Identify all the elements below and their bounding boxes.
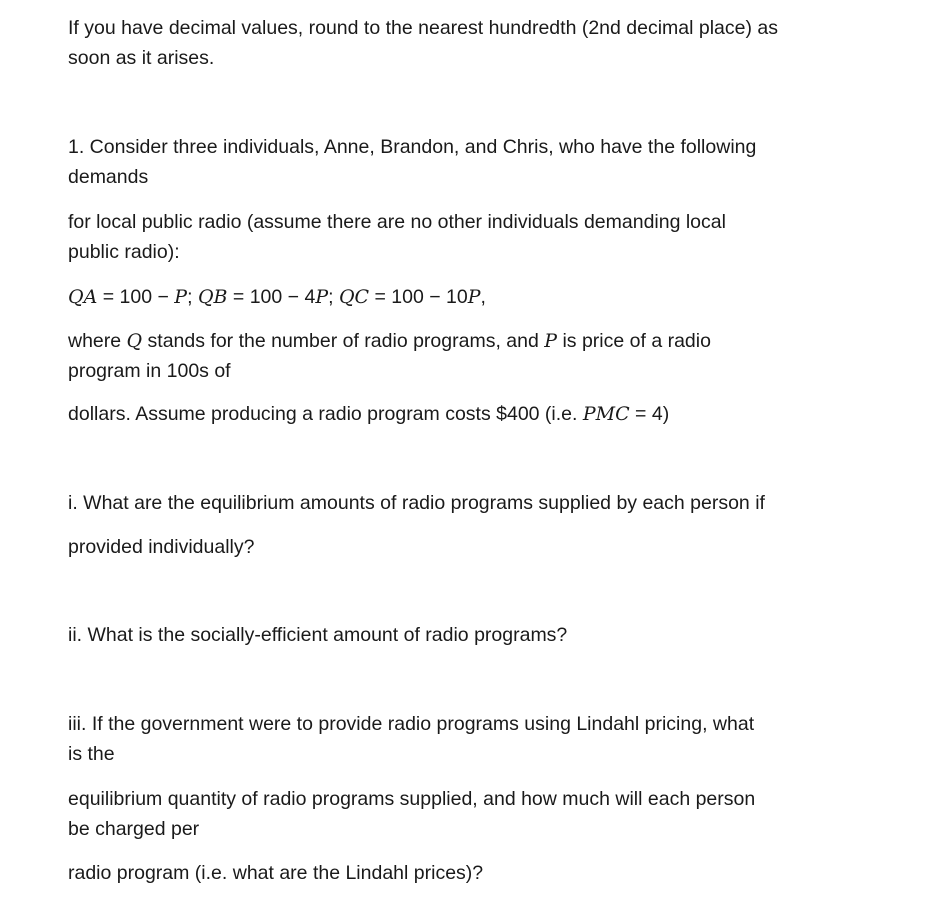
where-line-2: program in 100s of [68,360,231,382]
instruction-line-2: soon as it arises. [68,47,215,69]
cost-pre: dollars. Assume producing a radio program costs $400 (i.e. [68,403,583,425]
part-i-line-1: i. What are the equilibrium amounts of radio programs supplied by each person if [68,492,765,514]
where-q-symbol: Q [126,330,143,352]
eq-qa-price: P [174,286,188,308]
demand-equations [68,282,486,312]
eq-separator-1: ; [187,286,198,308]
eq-qc-symbol: QC [338,286,370,308]
where-pre: where [68,330,127,352]
where-post: is price of a radio [557,330,711,352]
eq-qa-symbol: QA [68,286,98,308]
part-iii-line-3: equilibrium quantity of radio programs supplied, and how much will each person [68,788,756,810]
question-intro-line-4: public radio): [68,241,180,263]
part-iii-line-5: radio program (i.e. what are the Lindahl prices)? [68,862,484,884]
part-i-line-2: provided individually? [68,536,255,558]
cost-post: = 4) [629,403,670,425]
cost-line [68,399,669,429]
question-intro-line-3: for local public radio (assume there are no other individuals demanding local [68,211,726,233]
eq-qb-rhs: = 100 − 4 [227,286,316,308]
eq-qc-rhs: = 100 − 10 [369,286,468,308]
cost-pmc-symbol: PMC [582,403,630,425]
question-intro-line-2: demands [68,166,149,188]
eq-qc-price: P [467,286,481,308]
eq-separator-2: ; [328,286,339,308]
part-iii-line-1: iii. If the government were to provide radio programs using Lindahl pricing, what [68,713,755,735]
where-line-1 [68,326,711,356]
question-intro-line-1: 1. Consider three individuals, Anne, Brandon, and Chris, who have the following [68,136,757,158]
where-p-symbol: P [544,330,558,352]
part-iii-line-4: be charged per [68,818,200,840]
eq-end: , [480,286,486,308]
eq-qa-rhs: = 100 − [97,286,175,308]
eq-qb-symbol: QB [197,286,228,308]
part-ii-line-1: ii. What is the socially-efficient amount of radio programs? [68,624,568,646]
instruction-line-1: If you have decimal values, round to the nearest hundredth (2nd decimal place) as [68,17,779,39]
where-mid: stands for the number of radio programs, and [142,330,545,352]
eq-qb-price: P [315,286,329,308]
part-iii-line-2: is the [68,743,115,765]
